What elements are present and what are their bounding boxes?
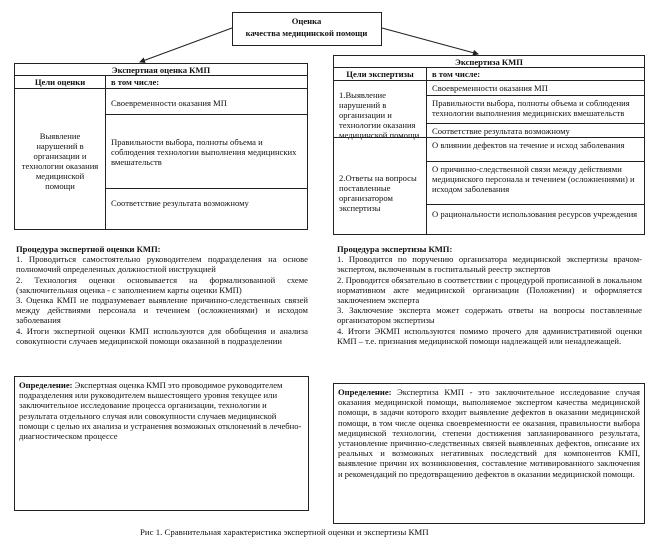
left-definition-box [14,376,309,511]
right-table-title: Экспертиза КМП [455,57,523,67]
left-table-title: Экспертная оценка КМП [111,65,211,75]
right-goal2-item-3: О рациональности использования ресурсов учреждения [432,209,638,219]
right-col2-header: в том числе: [432,69,481,79]
arrow-left [140,28,232,62]
left-procedure-item-4: 4. Итоги экспертной оценки КМП используются для обобщения и анализа совокупности случаев медицинской помощи оказанной в подразделении [16,325,308,346]
left-item-1: Своевременности оказания МП [111,98,227,108]
right-goal2-item-2: О причинно-следственной связи между действиями медицинского персонала и течением (осложнениями) и исходом заболевания [432,164,635,194]
right-definition-text: Экспертиза КМП - это заключительное исследование случая оказания медицинской помощи, выполняемое экспертом качества медицинской помощи, в задачи которого входит выявление дефектов в оказании медицинской помощи, в том числе оценка своевременности ее оказания, правильности выбора медицинской технологии, степени достижения запланированного результата, установление причинно-следственных связей выявленных дефектов, описание их реальных и возможных негативных последствий для компонентов КМП, выявление причин их возникновения, составление мотивированного заключения и рекомендаций по предотвращению дефектов в оказании медицинской помощи. [338,387,640,479]
top-title-line2: качества медицинской помощи [245,28,368,38]
right-procedure-item-1: 1. Проводится по поручению организатора медицинской экспертизы врачом-экспертом, включенным в госпитальный реестр экспертов [337,254,642,275]
right-goal-2: 2.Ответы на вопросы поставленные организатором экспертизы [339,173,417,213]
right-col1-header: Цели экспертизы [346,69,414,79]
right-definition-label: Определение: [338,387,392,397]
left-definition-label: Определение: [19,380,73,390]
left-procedure [16,244,308,346]
right-procedure-item-2: 2. Проводится обязательно в соответствии с процедурой прописанной в локальном нормативном акте медицинской организации (Положении) и оформляется заключением эксперта [337,274,642,306]
top-title-line1: Оценка [291,16,322,26]
right-goal2-item-1: О влиянии дефектов на течение и исход заболевания [432,140,625,150]
left-goal: Выявление нарушений в организации и технологии оказания медицинской помощи [21,131,99,191]
left-item-2: Правильности выбора, полноты объема и соблюдения технологии выполнения медицинских вмешательств [111,137,297,167]
left-table [14,63,308,230]
left-procedure-title: Процедура экспертной оценки КМП: [16,244,161,254]
left-procedure-item-2: 2. Технология оценки основывается на формализованной схеме (заключительная оценка - с заполнением карты оценки КМП) [16,274,308,295]
right-procedure-title: Процедура экспертизы КМП: [337,244,453,254]
right-goal1-item-2: Правильности выбора, полноты объема и соблюдения технологии выполнения медицинских вмешательств [432,98,630,118]
right-goal1-item-1: Своевременности оказания МП [432,83,548,93]
right-definition-box [333,383,645,524]
left-procedure-item-1: 1. Проводиться самостоятельно руководителем подразделения на основе полномочий определенных должностной инструкцией [16,254,308,275]
right-goal-1: 1.Выявление нарушений в организации и технологии оказания медицинской помощи [339,90,420,140]
right-procedure [337,244,642,346]
right-table [333,55,645,235]
left-item-3: Соответствие результата возможному [111,198,249,208]
right-procedure-item-3: 3. Заключение эксперта может содержать ответы на вопросы поставленные организатором экспертизы [337,305,642,326]
right-procedure-item-4: 4. Итоги ЭКМП используются помимо прочего для административной оценки КМП – т.е. признания медицинской помощи надлежащей или ненадлежащей. [337,325,642,346]
figure-caption: Рис 1. Сравнительная характеристика экспертной оценки и экспертизы КМП [140,527,429,537]
left-procedure-item-3: 3. Оценка КМП не подразумевает выявление причинно-следственных связей между действиями персонала и течением (осложнениями) и исходом заболевания [16,295,308,326]
right-goal1-item-3: Соответствие результата возможному [432,126,570,136]
left-definition-text: Экспертная оценка КМП это проводимое руководителем подразделения или руководителем вышестоящего уровня текущее или заключительное исследование процесса организации, технологии и результата отдельного случая или совокупности случаев медицинской помощи с целью их анализа и устранения возможных отклонений в лечебно-диагностическом процессе [19,380,302,442]
left-col1-header: Цели оценки [34,77,86,87]
left-col2-header: в том числе: [111,77,160,87]
arrow-right [382,28,478,54]
